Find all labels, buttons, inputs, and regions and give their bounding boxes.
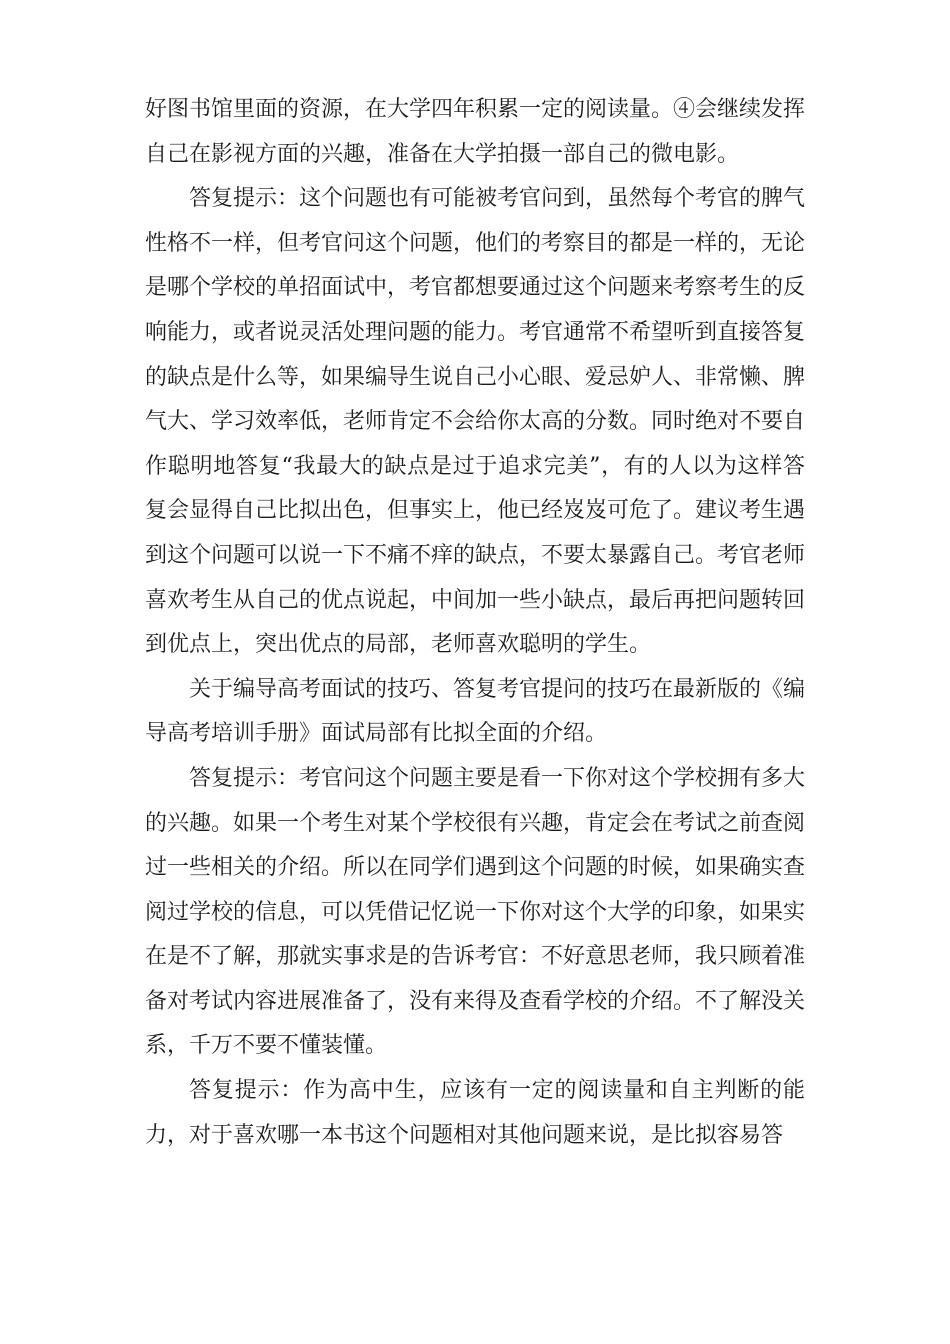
body-text — [145, 88, 805, 1158]
paragraph-answer-hint-weakness: 答复提示：这个问题也有可能被考官问到，虽然每个考官的脾气性格不一样，但考官问这个问题，他们的考察目的都是一样的，无论是哪个学校的单招面试中，考官都想要通过这个问题来考察考生的反响能力，或者说灵活处理问题的能力。考官通常不希望听到直接答复的缺点是什么等，如果编导生说自己小心眼、爱忌妒人、非常懒、脾气大、学习效率低，老师肯定不会给你太高的分数。同时绝对不要自作聪明地答复“我最大的缺点是过于追求完美”，有的人以为这样答复会显得自己比拟出色，但事实上，他已经岌岌可危了。建议考生遇到这个问题可以说一下不痛不痒的缺点，不要太暴露自己。考官老师喜欢考生从自己的优点说起，中间加一些小缺点，最后再把问题转回到优点上，突出优点的局部，老师喜欢聪明的学生。 — [145, 186, 806, 658]
paragraph-continuation: 好图书馆里面的资源，在大学四年积累一定的阅读量。④会继续发挥自己在影视方面的兴趣，准备在大学拍摄一部自己的微电影。 — [145, 97, 806, 167]
paragraph-answer-hint-school: 答复提示：考官问这个问题主要是看一下你对这个学校拥有多大的兴趣。如果一个考生对某个学校很有兴趣，肯定会在考试之前查阅过一些相关的介绍。所以在同学们遇到这个问题的时候，如果确实查阅过学校的信息，可以凭借记忆说一下你对这个大学的印象，如果实在是不了解，那就实事求是的告诉考官：不好意思老师，我只顾着准备对考试内容进展准备了，没有来得及查看学校的介绍。不了解没关系，千万不要不懂装懂。 — [145, 765, 806, 1059]
paragraph-handbook-note: 关于编导高考面试的技巧、答复考官提问的技巧在最新版的《编导高考培训手册》面试局部有比拟全面的介绍。 — [145, 676, 806, 747]
paragraph-answer-hint-book: 答复提示：作为高中生，应该有一定的阅读量和自主判断的能力，对于喜欢哪一本书这个问题相对其他问题来说，是比拟容易答 — [145, 1078, 805, 1148]
